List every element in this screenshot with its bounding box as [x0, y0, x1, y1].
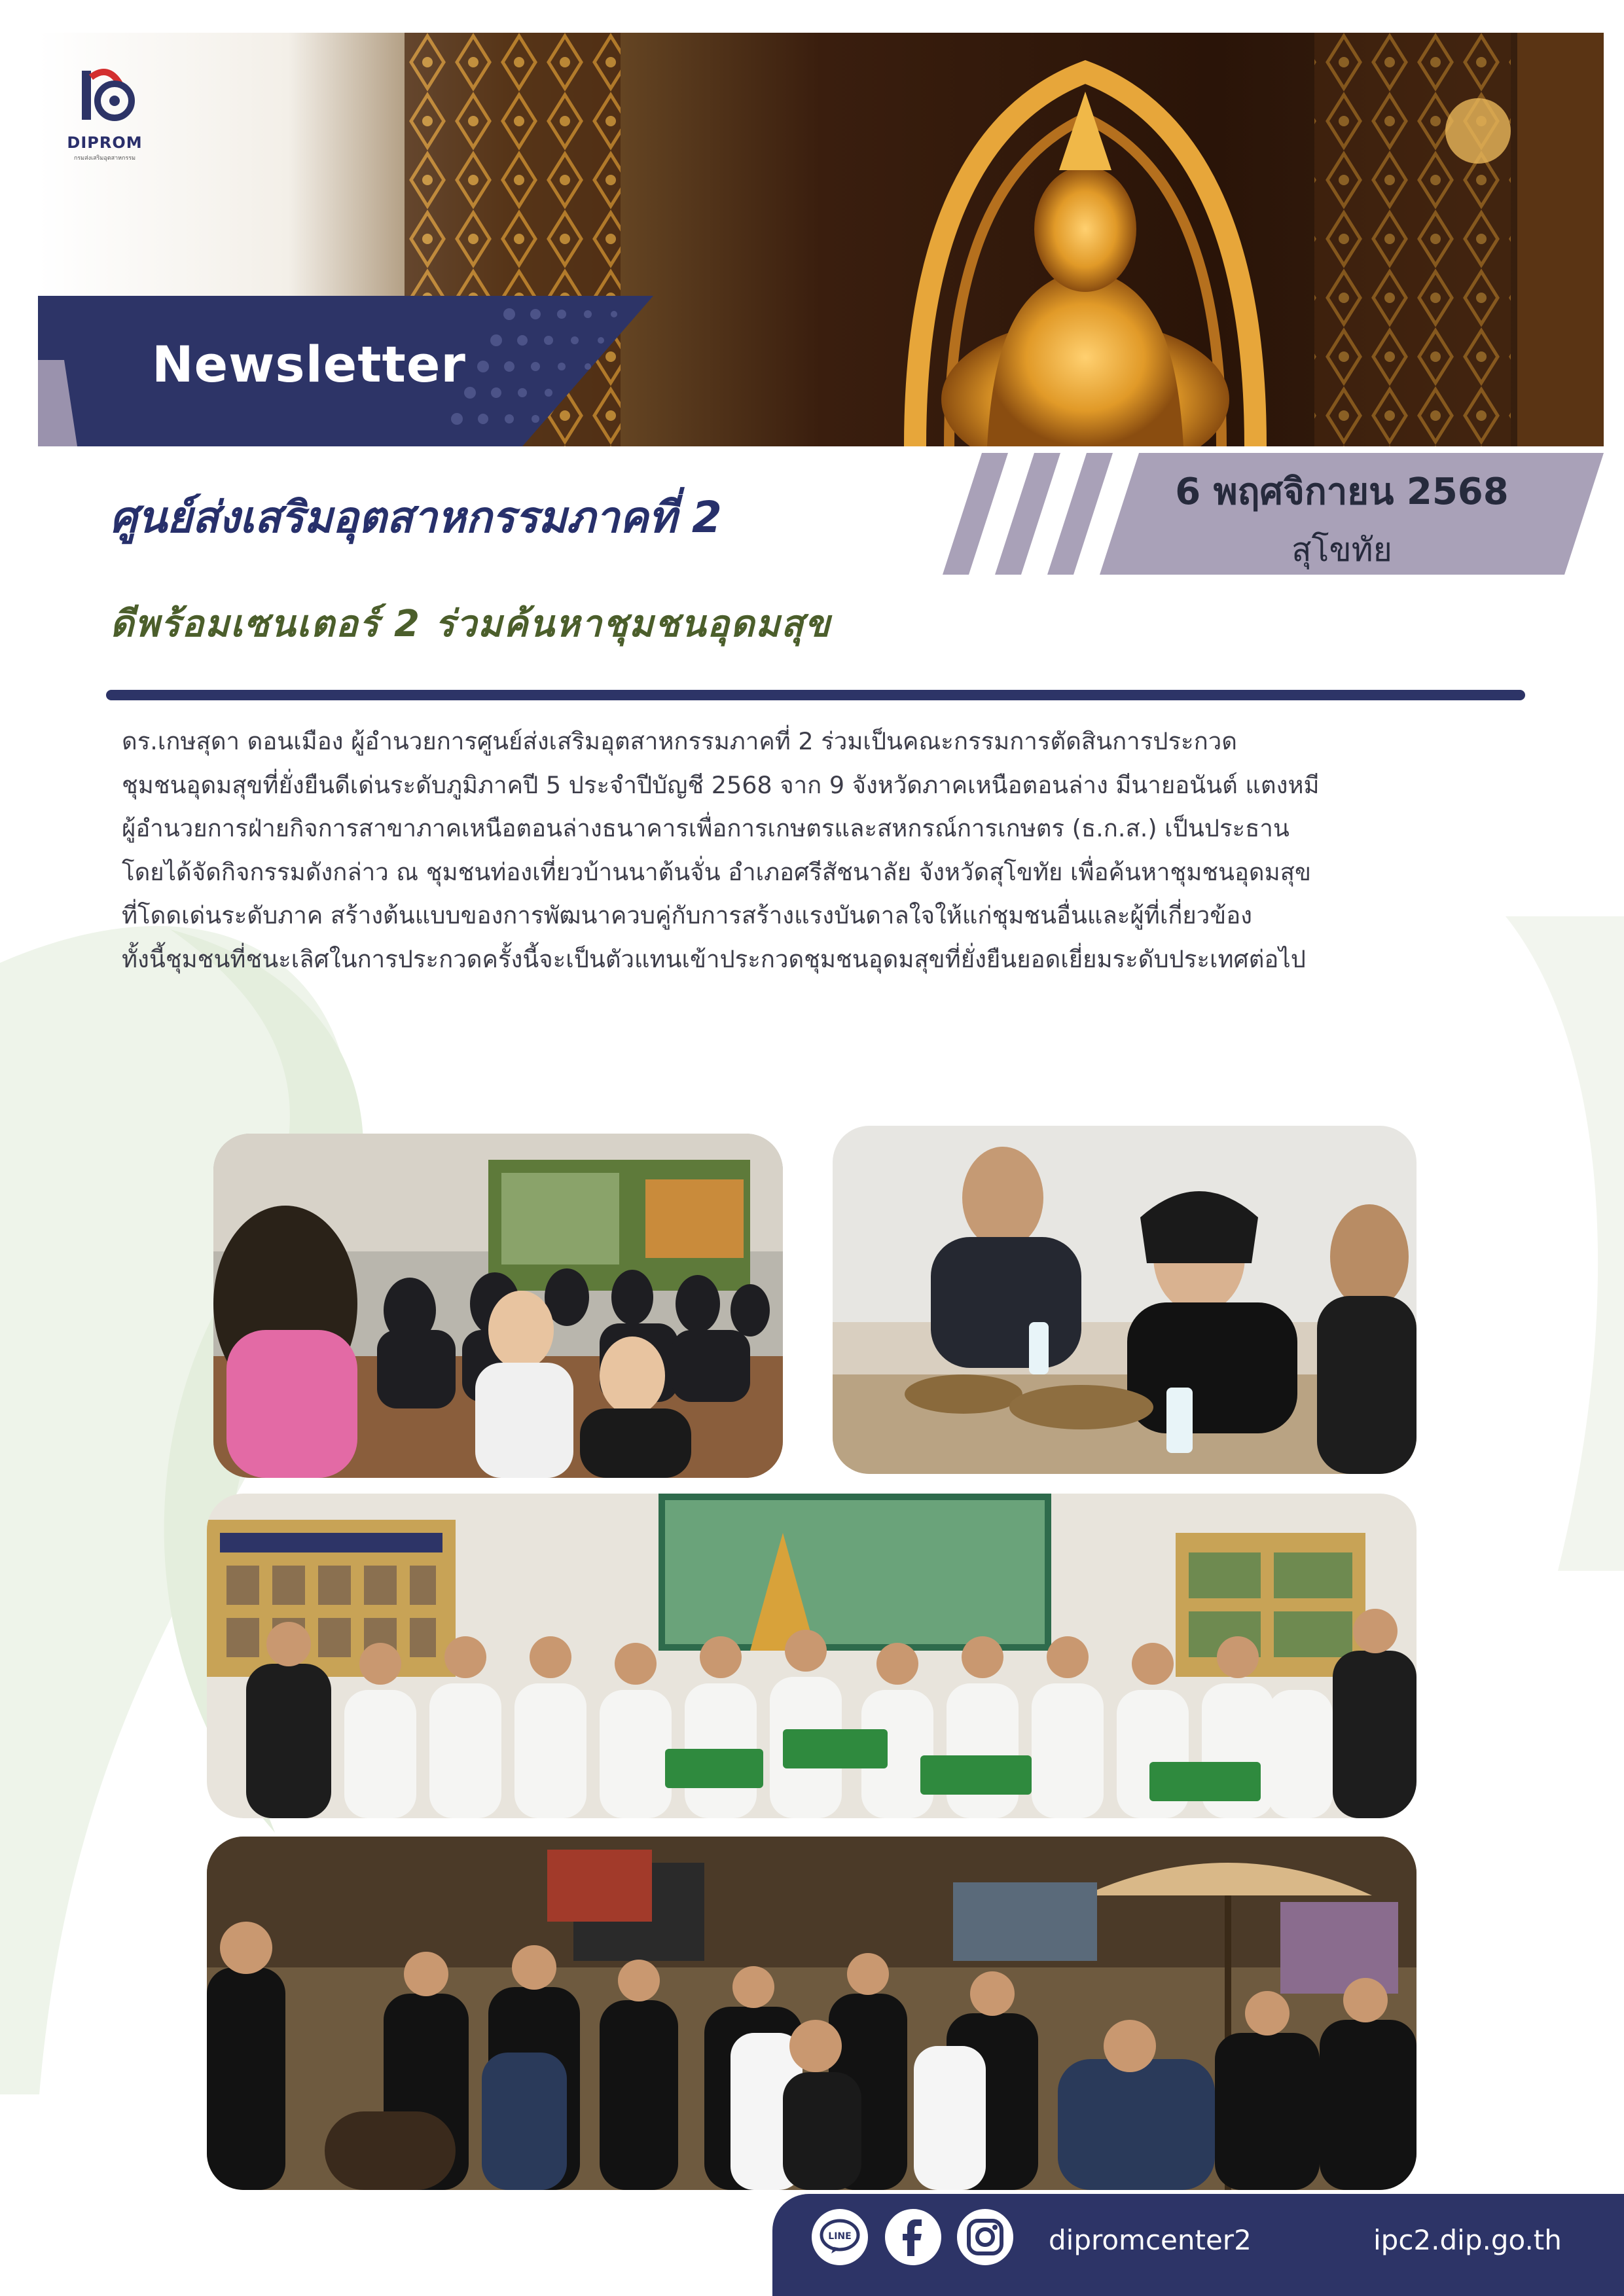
logo-subtext: กรมส่งเสริมอุตสาหกรรม	[73, 155, 136, 162]
photo-group-winners	[207, 1494, 1416, 1818]
article-body	[122, 720, 1538, 981]
body-line: ชุมชนอุดมสุขที่ยั่งยืนดีเด่นระดับภูมิภาคปี 5 ประจำปีบัญชี 2568 จาก 9 จังหวัดภาคเหนือตอนล่าง มีนายอนันต์ แตงหมี	[122, 770, 1320, 799]
photo-committee-table	[833, 1126, 1416, 1474]
instagram-icon[interactable]	[957, 2209, 1013, 2265]
photo-market-crowd	[207, 1837, 1416, 2190]
body-line: ทั้งนี้ชุมชนที่ชนะเลิศในการประกวดครั้งนี้จะเป็นตัวแทนเข้าประกวดชุมชนอุดมสุขที่ยั่งยืนยอดเยี่ยมระดับประเทศต่อไป	[122, 944, 1306, 973]
date-location-box	[1100, 453, 1584, 575]
body-line: โดยได้จัดกิจกรรมดังกล่าว ณ ชุมชนท่องเที่ยวบ้านนาต้นจั่น อำเภอศรีสัชนาลัย จังหวัดสุโขทัย เพื่อค้นหาชุมชนอุดมสุข	[122, 857, 1311, 886]
article-headline: ดีพร้อมเซนเตอร์ 2 ร่วมค้นหาชุมชนอุดมสุข	[110, 603, 831, 645]
diprom-emblem-icon	[69, 58, 141, 130]
body-line: ดร.เกษสุดา ดอนเมือง ผู้อำนวยการศูนย์ส่งเสริมอุตสาหกรรมภาคที่ 2 ร่วมเป็นคณะกรรมการตัดสินการประกวด	[122, 727, 1237, 755]
org-title: ศูนย์ส่งเสริมอุตสาหกรรมภาคที่ 2	[110, 492, 722, 543]
facebook-icon[interactable]	[885, 2209, 941, 2265]
article-location: สุโขทัย	[1291, 531, 1392, 569]
divider-rule	[106, 690, 1525, 700]
body-line: ที่โดดเด่นระดับภาค สร้างต้นแบบของการพัฒนาควบคู่กับการสร้างแรงบันดาลใจให้แก่ชุมชนอื่นและผู้ที่เกี่ยวข้อง	[122, 901, 1252, 929]
newsletter-label: Newsletter	[152, 335, 466, 393]
website-link[interactable]: ipc2.dip.go.th	[1373, 2224, 1562, 2256]
photo-audience-meeting	[213, 1134, 783, 1478]
line-icon[interactable]	[812, 2209, 868, 2265]
facebook-handle[interactable]: dipromcenter2	[1049, 2224, 1252, 2256]
article-date: 6 พฤศจิกายน 2568	[1175, 471, 1509, 513]
line-label: LINE	[828, 2231, 852, 2242]
logo-text: DIPROM	[67, 134, 143, 152]
body-line: ผู้อำนวยการฝ่ายกิจการสาขาภาคเหนือตอนล่างธนาคารเพื่อการเกษตรและสหกรณ์การเกษตร (ธ.ก.ส.) เป็นประธาน	[122, 814, 1290, 842]
diprom-logo	[65, 58, 144, 162]
